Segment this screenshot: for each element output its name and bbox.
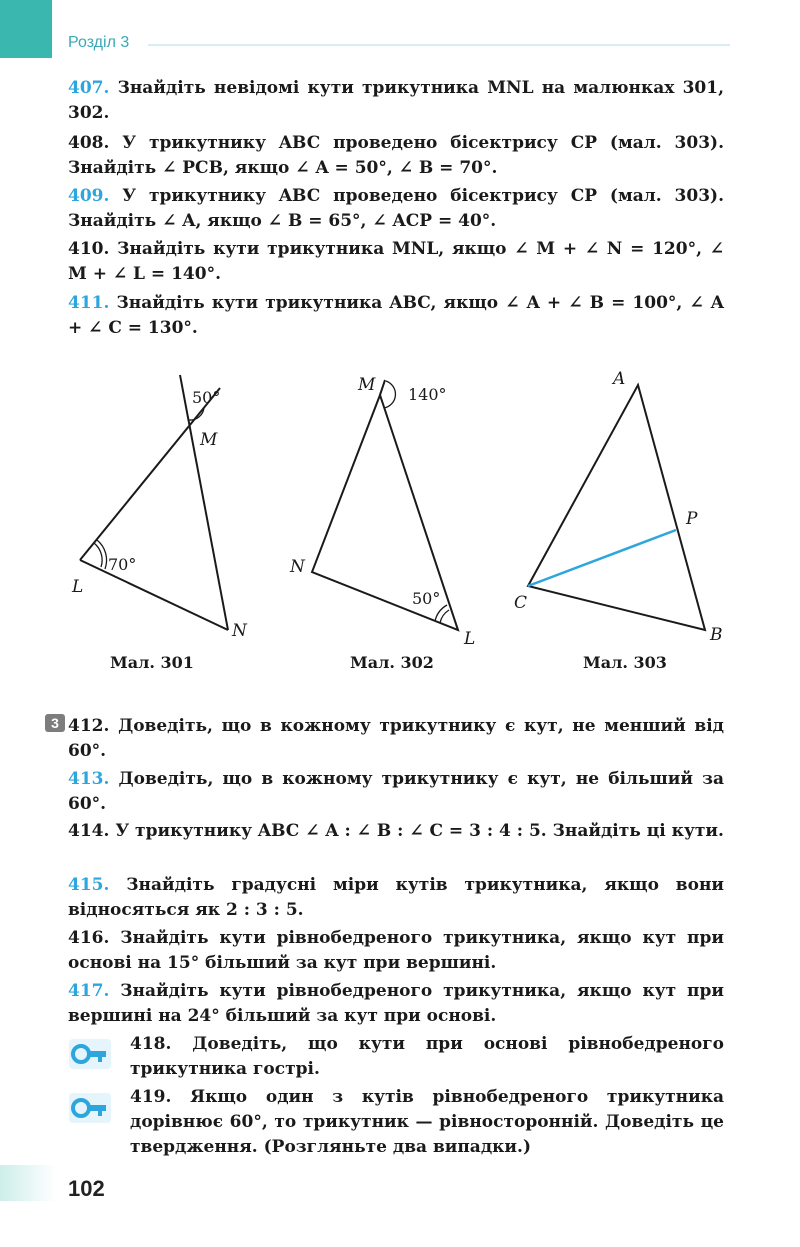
problem-415 <box>68 873 724 923</box>
problem-414 <box>68 819 724 844</box>
problem-417 <box>68 979 724 1029</box>
problem-410 <box>68 237 724 287</box>
problem-text: Доведіть, що кути при основі рівнобедреного трикутника гострі. <box>130 1034 724 1079</box>
problem-number: 411. <box>68 293 110 313</box>
level-3-icon <box>44 712 66 734</box>
angle-arc-M <box>384 381 395 408</box>
angle-label-50: 50° <box>412 589 441 608</box>
problem-412 <box>68 714 724 764</box>
bisector-CP <box>528 530 676 586</box>
problem-text: Доведіть, що в кожному трикутнику є кут, не більший за 60°. <box>68 769 724 814</box>
problem-text: Знайдіть невідомі кути трикутника MNL на малюнках 301, 302. <box>68 78 724 123</box>
problem-418 <box>130 1032 724 1082</box>
problem-number: 417. <box>68 981 110 1001</box>
problem-text: Знайдіть кути трикутника MNL, якщо ∠ M + ∠ N = 120°, ∠ M + ∠ L = 140°. <box>68 239 724 284</box>
corner-tab <box>0 0 52 58</box>
problem-text: Якщо один з кутів рівнобедреного трикутника дорівнює 60°, то трикутник — рівносторонній. Доведіть це твердження. (Розгляньте два випадки.) <box>130 1087 724 1157</box>
problem-number: 413. <box>68 769 110 789</box>
problem-text: У трикутнику ABC ∠ A : ∠ B : ∠ C = 3 : 4 : 5. Знайдіть ці кути. <box>109 821 724 841</box>
problem-number: 410. <box>68 239 110 259</box>
figure-303 <box>514 369 723 672</box>
problem-number: 412. <box>68 716 110 736</box>
line-LN <box>80 560 228 630</box>
angle-arc-L <box>94 543 102 567</box>
problem-text: Знайдіть кути рівнобедреного трикутника, якщо кут при основі на 15° більший за кут при вершині. <box>68 928 724 973</box>
problem-text: Доведіть, що в кожному трикутнику є кут, не менший від 60°. <box>68 716 724 761</box>
vertex-N: N <box>232 621 247 641</box>
vertex-N: N <box>290 557 305 577</box>
problem-number: 414. <box>68 821 110 841</box>
vertex-P: P <box>686 509 698 529</box>
vertex-M: M <box>200 430 218 450</box>
problem-413 <box>68 767 724 817</box>
problem-number: 418. <box>130 1034 172 1054</box>
problem-411 <box>68 291 724 341</box>
problem-number: 408. <box>68 133 110 153</box>
figure-301 <box>71 375 248 672</box>
problem-409 <box>68 184 724 234</box>
vertex-A: A <box>613 369 626 389</box>
footer-band <box>0 1165 56 1201</box>
vertex-M: M <box>358 375 376 395</box>
problem-text: У трикутнику ABC проведено бісектрису CP (мал. 303). Знайдіть ∠ PCB, якщо ∠ A = 50°, ∠ B = 70°. <box>68 133 724 178</box>
triangle-ABC <box>528 385 705 630</box>
problem-number: 407. <box>68 78 110 98</box>
vertex-B: B <box>710 625 723 645</box>
section-label: Розділ 3 <box>68 34 130 51</box>
problem-416 <box>68 926 724 976</box>
problem-number: 419. <box>130 1087 172 1107</box>
key-icon <box>68 1090 112 1126</box>
angle-label-70: 70° <box>108 555 137 574</box>
key-icon <box>68 1036 112 1072</box>
line-extension <box>380 380 385 395</box>
page-number: 102 <box>68 1176 105 1201</box>
problem-419 <box>130 1085 724 1160</box>
problem-407 <box>68 76 724 126</box>
figure-302 <box>289 375 475 672</box>
line-MN <box>180 375 228 630</box>
problem-text: Знайдіть градусні міри кутів трикутника, якщо вони відносяться як 2 : 3 : 5. <box>68 875 724 920</box>
section-rule <box>148 44 730 46</box>
vertex-C: C <box>514 593 528 613</box>
figures-panel <box>0 350 800 690</box>
problem-text: Знайдіть кути трикутника ABC, якщо ∠ A + ∠ B = 100°, ∠ A + ∠ C = 130°. <box>68 293 724 338</box>
level-3-label: 3 <box>51 715 59 731</box>
angle-label-50: 50° <box>192 388 221 407</box>
vertex-L: L <box>464 629 476 649</box>
problem-number: 415. <box>68 875 110 895</box>
caption-303: Мал. 303 <box>583 653 667 672</box>
caption-302: Мал. 302 <box>350 653 434 672</box>
caption-301: Мал. 301 <box>110 653 194 672</box>
vertex-L: L <box>72 577 84 597</box>
problem-text: Знайдіть кути рівнобедреного трикутника, якщо кут при вершині на 24° більший за кут при основі. <box>68 981 724 1026</box>
problem-text: У трикутнику ABC проведено бісектрису CP (мал. 303). Знайдіть ∠ A, якщо ∠ B = 65°, ∠ ACP = 40°. <box>68 186 724 231</box>
problem-number: 416. <box>68 928 110 948</box>
problem-408 <box>68 131 724 181</box>
problem-number: 409. <box>68 186 110 206</box>
angle-arc-L <box>440 610 449 623</box>
angle-label-140: 140° <box>408 385 447 404</box>
